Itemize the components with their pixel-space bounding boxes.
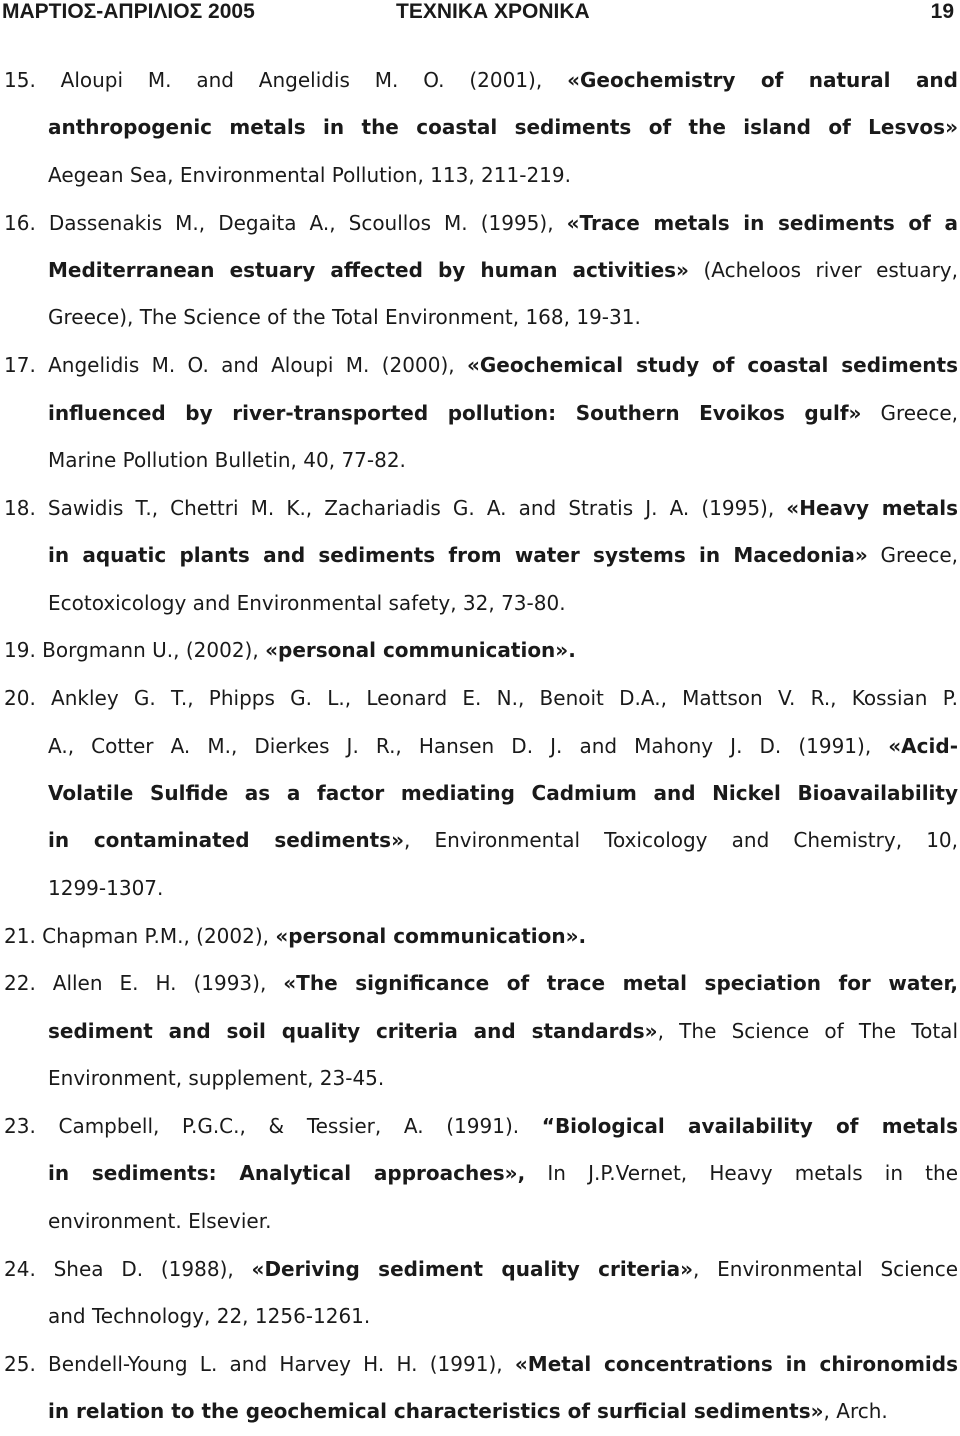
reference-text: Greece, (861, 400, 958, 425)
reference-item (4, 960, 958, 1102)
reference-title-text: «The significance of trace metal speciation for water, (283, 971, 958, 996)
reference-text: , The Science of The Total (657, 1018, 958, 1043)
reference-title-text: influenced by river-transported pollution: Southern Evoikos gulf» (48, 400, 862, 425)
reference-item (4, 627, 958, 674)
running-header-date: ΜΑΡΤΙΟΣ-ΑΠΡΙΛΙΟΣ 2005 (2, 0, 255, 23)
reference-line (4, 723, 958, 770)
reference-item (4, 485, 958, 627)
reference-text: Greece, (867, 543, 958, 568)
reference-title-text: in aquatic plants and sediments from water systems in Macedonia» (48, 543, 868, 568)
reference-item (4, 342, 958, 484)
reference-text: 15. Aloupi M. and Angelidis M. O. (2001), (4, 68, 568, 92)
reference-line (4, 580, 958, 627)
reference-line (4, 1150, 958, 1197)
reference-text: In J.P.Vernet, Heavy metals in the (525, 1161, 958, 1186)
reference-text: , Environmental Toxicology and Chemistry, 10, (404, 828, 958, 853)
reference-title-text: in contaminated sediments» (48, 828, 404, 853)
reference-list (4, 57, 958, 1436)
reference-text: 20. Ankley G. T., Phipps G. L., Leonard E. N., Benoit D.A., Mattson V. R., Kossian P. (4, 686, 958, 711)
reference-text: , Environmental Science (693, 1256, 958, 1281)
reference-title-text: “Biological availability of metals (541, 1114, 958, 1139)
reference-item (4, 1341, 958, 1436)
reference-title-text: Mediterranean estuary affected by human activities» (48, 258, 689, 283)
reference-line (4, 1103, 958, 1150)
reference-line (4, 247, 958, 294)
reference-line (4, 913, 958, 960)
reference-text: Aegean Sea, Environmental Pollution, 113, 211-219. (48, 162, 571, 187)
reference-line (4, 770, 958, 817)
reference-line (4, 437, 958, 484)
reference-text: Ecotoxicology and Environmental safety, 32, 73-80. (48, 590, 566, 615)
reference-title-text: anthropogenic metals in the coastal sediments of the island of Lesvos» (48, 115, 958, 140)
reference-line (4, 57, 958, 104)
reference-text: 21. Chapman P.M., (2002), (4, 923, 276, 948)
reference-item (4, 1103, 958, 1245)
reference-title-text: «Trace metals in sediments of a (566, 210, 958, 235)
reference-item (4, 1246, 958, 1341)
reference-line (4, 390, 958, 437)
reference-title-text: Volatile Sulfide as a factor mediating Cadmium and Nickel Bioavailability (48, 781, 958, 806)
reference-line (4, 485, 958, 532)
reference-line (4, 1293, 958, 1340)
reference-text: , Arch. (823, 1399, 888, 1424)
reference-title-text: «Deriving sediment quality criteria» (251, 1256, 694, 1281)
reference-text: Environment, supplement, 23-45. (48, 1066, 385, 1091)
reference-line (4, 294, 958, 341)
reference-line (4, 817, 958, 864)
reference-line (4, 675, 958, 722)
reference-line (4, 1341, 958, 1388)
reference-line (4, 200, 958, 247)
reference-text: Marine Pollution Bulletin, 40, 77-82. (48, 448, 406, 473)
reference-text: (Acheloos river estuary, (688, 258, 958, 283)
reference-line (4, 1198, 958, 1245)
reference-text: 18. Sawidis T., Chettri M. K., Zachariadis G. A. and Stratis J. A. (1995), (4, 495, 787, 520)
reference-line (4, 152, 958, 199)
reference-text: 17. Angelidis M. O. and Aloupi M. (2000), (4, 353, 467, 378)
reference-item (4, 913, 958, 960)
reference-text: and Technology, 22, 1256-1261. (48, 1304, 371, 1329)
reference-title-text: «Acid- (888, 733, 958, 758)
reference-text: 23. Campbell, P.G.C., & Tessier, A. (1991). (4, 1114, 542, 1139)
reference-title-text: sediment and soil quality criteria and standards» (48, 1018, 658, 1043)
reference-line (4, 342, 958, 389)
reference-text: 1299-1307. (48, 875, 164, 900)
page-number: 19 (930, 0, 954, 23)
reference-title-text: in relation to the geochemical characteristics of surficial sediments» (48, 1399, 824, 1424)
reference-title-text: «Metal concentrations in chironomids (514, 1351, 958, 1376)
reference-text: A., Cotter A. M., Dierkes J. R., Hansen D. J. and Mahony J. D. (1991), (48, 733, 889, 758)
reference-line (4, 865, 958, 912)
reference-line (4, 627, 958, 674)
reference-line (4, 1055, 958, 1102)
reference-text: environment. Elsevier. (48, 1208, 272, 1233)
reference-text: 16. Dassenakis M., Degaita A., Scoullos M. (1995), (4, 210, 567, 235)
reference-line (4, 1246, 958, 1293)
reference-line (4, 104, 958, 151)
reference-text: 24. Shea D. (1988), (4, 1256, 252, 1281)
reference-title-text: «Heavy metals (786, 495, 958, 520)
reference-title-text: in sediments: Analytical approaches», (48, 1161, 526, 1186)
reference-title-text: «personal communication». (275, 923, 587, 948)
reference-text: 22. Allen E. H. (1993), (4, 971, 284, 996)
reference-line (4, 532, 958, 579)
reference-title-text: «Geochemistry of natural and (567, 68, 958, 92)
reference-text: 25. Bendell-Young L. and Harvey H. H. (1991), (4, 1351, 515, 1376)
reference-item (4, 675, 958, 912)
reference-item (4, 57, 958, 199)
reference-text: 19. Borgmann U., (2002), (4, 638, 266, 663)
running-header-journal: ΤΕΧΝΙΚΑ ΧΡΟΝΙΚΑ (396, 0, 590, 23)
page-header (0, 0, 960, 24)
reference-item (4, 200, 958, 342)
reference-line (4, 960, 958, 1007)
reference-title-text: «personal communication». (265, 638, 576, 663)
reference-text: Greece), The Science of the Total Environment, 168, 19-31. (48, 305, 641, 330)
reference-line (4, 1008, 958, 1055)
reference-title-text: «Geochemical study of coastal sediments (466, 353, 958, 378)
